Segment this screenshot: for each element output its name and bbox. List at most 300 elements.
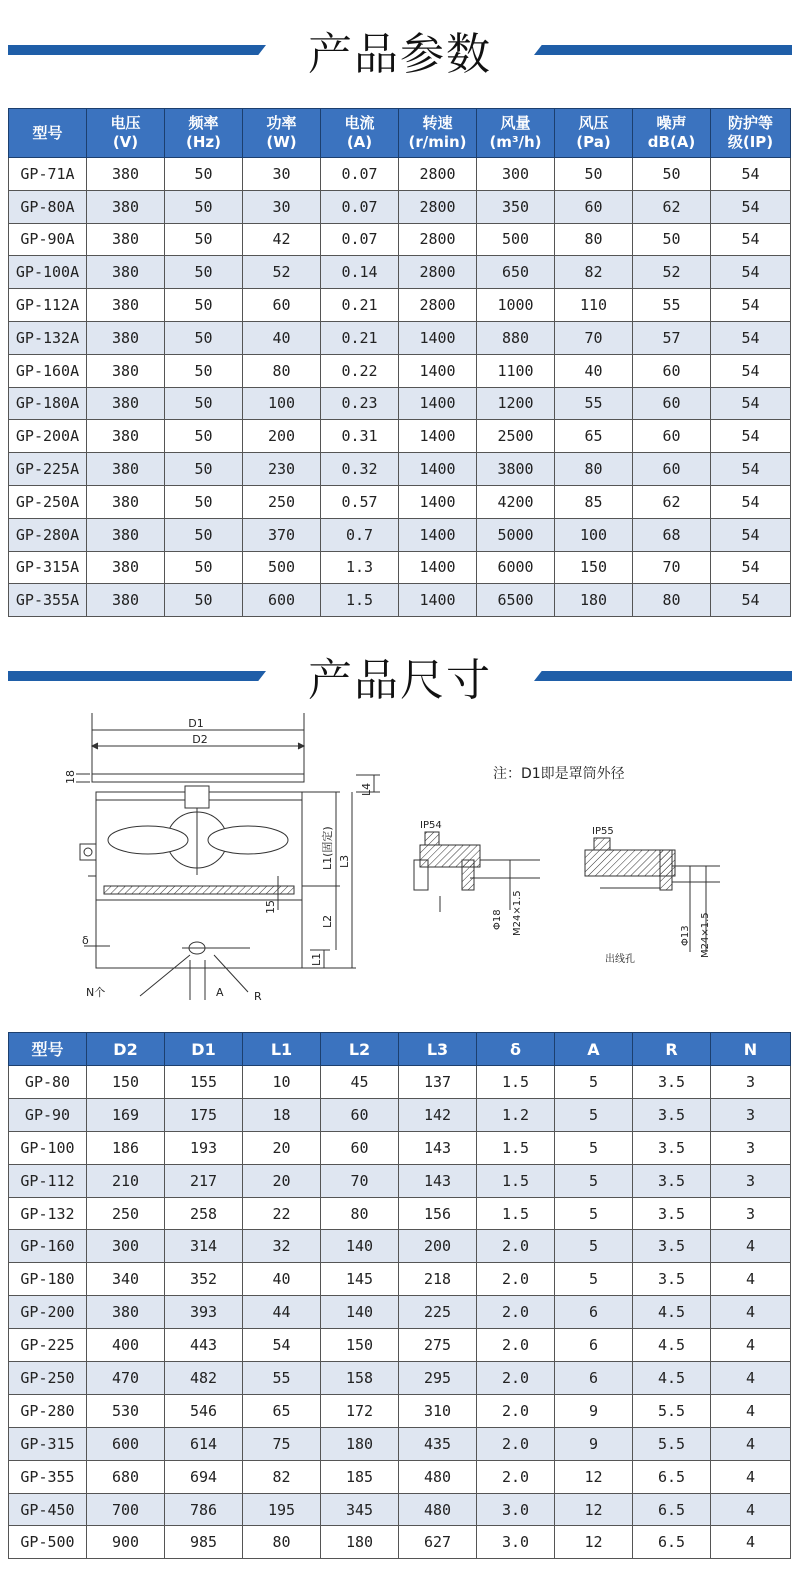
table-cell: 50 xyxy=(165,158,243,191)
table-cell: 12 xyxy=(555,1526,633,1559)
table-cell: 5.5 xyxy=(633,1394,711,1427)
table-cell: 40 xyxy=(243,321,321,354)
params-header-cell xyxy=(711,109,791,158)
title-bar-right xyxy=(534,671,792,681)
table-cell: 470 xyxy=(87,1362,165,1395)
table-cell: 60 xyxy=(633,453,711,486)
table-cell: 3 xyxy=(711,1197,791,1230)
label-delta: δ xyxy=(82,934,89,947)
table-cell: 75 xyxy=(243,1427,321,1460)
table-cell: GP-112 xyxy=(9,1164,87,1197)
table-cell: 110 xyxy=(555,289,633,322)
table-cell: GP-355 xyxy=(9,1460,87,1493)
section-title-dims xyxy=(0,638,800,708)
table-row xyxy=(9,1329,791,1362)
table-cell: 50 xyxy=(165,584,243,617)
params-header-cell xyxy=(633,109,711,158)
table-cell: 6.5 xyxy=(633,1493,711,1526)
table-row xyxy=(9,1197,791,1230)
table-cell: GP-100A xyxy=(9,256,87,289)
table-cell: 50 xyxy=(165,354,243,387)
label-d1: D1 xyxy=(188,717,204,730)
table-cell: 2.0 xyxy=(477,1362,555,1395)
table-cell: 380 xyxy=(87,289,165,322)
table-cell: 5 xyxy=(555,1230,633,1263)
table-cell: 1400 xyxy=(399,321,477,354)
table-cell: 54 xyxy=(711,584,791,617)
table-cell: 250 xyxy=(87,1197,165,1230)
table-cell: 52 xyxy=(633,256,711,289)
table-cell: 295 xyxy=(399,1362,477,1395)
table-cell: 50 xyxy=(165,485,243,518)
table-cell: 0.32 xyxy=(321,453,399,486)
table-cell: GP-200 xyxy=(9,1296,87,1329)
table-cell: 54 xyxy=(711,551,791,584)
section-title-text: 产品尺寸 xyxy=(308,655,492,706)
table-cell: 5 xyxy=(555,1066,633,1099)
table-cell: 380 xyxy=(87,551,165,584)
dims-header-cell: A xyxy=(555,1033,633,1066)
table-cell: 786 xyxy=(165,1493,243,1526)
table-cell: 0.07 xyxy=(321,190,399,223)
table-cell: 0.57 xyxy=(321,485,399,518)
header-line: 功率 xyxy=(266,114,297,132)
table-cell: 12 xyxy=(555,1493,633,1526)
table-cell: 4.5 xyxy=(633,1296,711,1329)
table-cell: 2.0 xyxy=(477,1329,555,1362)
table-cell: 195 xyxy=(243,1493,321,1526)
table-cell: 10 xyxy=(243,1066,321,1099)
table-cell: 480 xyxy=(399,1493,477,1526)
table-cell: 100 xyxy=(243,387,321,420)
table-cell: 600 xyxy=(87,1427,165,1460)
table-row xyxy=(9,1362,791,1395)
table-cell: 2800 xyxy=(399,289,477,322)
params-header-cell xyxy=(555,109,633,158)
table-cell: 380 xyxy=(87,1296,165,1329)
table-cell: 4 xyxy=(711,1329,791,1362)
table-row xyxy=(9,1394,791,1427)
table-cell: 169 xyxy=(87,1098,165,1131)
table-cell: 57 xyxy=(633,321,711,354)
table-cell: 54 xyxy=(711,518,791,551)
table-cell: 12 xyxy=(555,1460,633,1493)
table-cell: GP-225A xyxy=(9,453,87,486)
table-cell: GP-160A xyxy=(9,354,87,387)
table-cell: 55 xyxy=(555,387,633,420)
table-cell: 82 xyxy=(555,256,633,289)
table-cell: 3 xyxy=(711,1164,791,1197)
header-line: 频率 xyxy=(188,114,219,132)
header-unit: (Pa) xyxy=(576,133,611,151)
table-cell: 380 xyxy=(87,354,165,387)
table-cell: 9 xyxy=(555,1394,633,1427)
table-cell: 482 xyxy=(165,1362,243,1395)
header-line: 风压 xyxy=(578,114,609,132)
params-header-cell xyxy=(321,109,399,158)
table-cell: 3800 xyxy=(477,453,555,486)
table-cell: 380 xyxy=(87,485,165,518)
label-outlet: 出线孔 xyxy=(605,954,635,965)
table-cell: 143 xyxy=(399,1131,477,1164)
table-cell: 0.14 xyxy=(321,256,399,289)
table-cell: 4.5 xyxy=(633,1329,711,1362)
header-unit: (Hz) xyxy=(186,133,221,151)
table-cell: 156 xyxy=(399,1197,477,1230)
table-cell: 700 xyxy=(87,1493,165,1526)
table-cell: 60 xyxy=(555,190,633,223)
table-cell: 50 xyxy=(165,321,243,354)
label-m24-2: M24×1.5 xyxy=(700,912,711,958)
table-cell: 1.5 xyxy=(477,1164,555,1197)
table-cell: 600 xyxy=(243,584,321,617)
table-cell: 1.5 xyxy=(477,1197,555,1230)
header-unit: (W) xyxy=(266,133,297,151)
table-cell: 150 xyxy=(321,1329,399,1362)
table-cell: GP-80 xyxy=(9,1066,87,1099)
table-cell: 400 xyxy=(87,1329,165,1362)
table-cell: 200 xyxy=(243,420,321,453)
dimension-drawing xyxy=(0,700,800,1030)
params-header-cell xyxy=(87,109,165,158)
table-cell: 530 xyxy=(87,1394,165,1427)
table-cell: 4 xyxy=(711,1493,791,1526)
label-r: R xyxy=(254,990,262,1003)
table-cell: 6 xyxy=(555,1362,633,1395)
table-cell: 314 xyxy=(165,1230,243,1263)
table-cell: 250 xyxy=(243,485,321,518)
table-cell: 5 xyxy=(555,1197,633,1230)
table-cell: 4 xyxy=(711,1296,791,1329)
table-cell: GP-100 xyxy=(9,1131,87,1164)
table-cell: 880 xyxy=(477,321,555,354)
table-cell: GP-450 xyxy=(9,1493,87,1526)
table-cell: 4 xyxy=(711,1427,791,1460)
params-header-cell xyxy=(477,109,555,158)
table-cell: 680 xyxy=(87,1460,165,1493)
table-cell: 217 xyxy=(165,1164,243,1197)
label-15: 15 xyxy=(264,900,277,914)
table-cell: 60 xyxy=(633,387,711,420)
table-cell: 1100 xyxy=(477,354,555,387)
table-cell: 4 xyxy=(711,1230,791,1263)
table-cell: 225 xyxy=(399,1296,477,1329)
table-cell: GP-112A xyxy=(9,289,87,322)
table-cell: 380 xyxy=(87,190,165,223)
table-row xyxy=(9,518,791,551)
table-cell: 0.31 xyxy=(321,420,399,453)
table-cell: 30 xyxy=(243,158,321,191)
table-cell: 143 xyxy=(399,1164,477,1197)
table-cell: 300 xyxy=(477,158,555,191)
table-cell: 85 xyxy=(555,485,633,518)
table-cell: GP-315A xyxy=(9,551,87,584)
diagram-note: 注：D1即是罩筒外径 xyxy=(493,766,625,782)
table-cell: 60 xyxy=(321,1131,399,1164)
table-cell: 210 xyxy=(87,1164,165,1197)
table-cell: 44 xyxy=(243,1296,321,1329)
table-row xyxy=(9,321,791,354)
table-cell: 80 xyxy=(243,1526,321,1559)
table-cell: 60 xyxy=(633,420,711,453)
table-cell: 5.5 xyxy=(633,1427,711,1460)
header-line: 风量 xyxy=(500,114,531,132)
table-cell: 443 xyxy=(165,1329,243,1362)
table-cell: 4 xyxy=(711,1394,791,1427)
table-row xyxy=(9,1164,791,1197)
table-cell: 50 xyxy=(165,256,243,289)
table-cell: 6500 xyxy=(477,584,555,617)
label-l1-fixed: L1(固定) xyxy=(321,826,334,870)
table-cell: GP-132A xyxy=(9,321,87,354)
table-cell: GP-500 xyxy=(9,1526,87,1559)
table-cell: 3.0 xyxy=(477,1526,555,1559)
table-cell: 50 xyxy=(555,158,633,191)
table-cell: 380 xyxy=(87,453,165,486)
label-l4: L4 xyxy=(360,782,373,796)
table-cell: 65 xyxy=(243,1394,321,1427)
table-cell: 70 xyxy=(555,321,633,354)
table-cell: 310 xyxy=(399,1394,477,1427)
table-cell: GP-280 xyxy=(9,1394,87,1427)
table-cell: 50 xyxy=(165,387,243,420)
table-cell: 200 xyxy=(399,1230,477,1263)
table-cell: 340 xyxy=(87,1263,165,1296)
table-cell: 380 xyxy=(87,256,165,289)
table-cell: GP-90A xyxy=(9,223,87,256)
table-cell: 900 xyxy=(87,1526,165,1559)
dims-header-cell: δ xyxy=(477,1033,555,1066)
label-l3: L3 xyxy=(338,854,351,868)
table-cell: 1.5 xyxy=(477,1131,555,1164)
table-cell: 80 xyxy=(555,453,633,486)
table-cell: 40 xyxy=(243,1263,321,1296)
label-ip54: IP54 xyxy=(420,820,442,831)
table-row xyxy=(9,289,791,322)
table-cell: 80 xyxy=(633,584,711,617)
table-cell: 0.07 xyxy=(321,223,399,256)
table-cell: 258 xyxy=(165,1197,243,1230)
label-l2: L2 xyxy=(321,914,334,928)
table-cell: 70 xyxy=(633,551,711,584)
table-row xyxy=(9,1131,791,1164)
label-l1: L1 xyxy=(310,952,323,966)
table-cell: 60 xyxy=(243,289,321,322)
table-cell: 0.07 xyxy=(321,158,399,191)
table-cell: 50 xyxy=(165,420,243,453)
table-cell: GP-71A xyxy=(9,158,87,191)
table-cell: 1.3 xyxy=(321,551,399,584)
table-cell: 5 xyxy=(555,1098,633,1131)
table-cell: 3.0 xyxy=(477,1493,555,1526)
header-unit: (m³/h) xyxy=(489,133,542,151)
table-cell: 500 xyxy=(243,551,321,584)
table-cell: 1.2 xyxy=(477,1098,555,1131)
table-cell: 80 xyxy=(555,223,633,256)
table-cell: GP-355A xyxy=(9,584,87,617)
table-cell: 1200 xyxy=(477,387,555,420)
table-cell: 3.5 xyxy=(633,1230,711,1263)
table-cell: 5 xyxy=(555,1263,633,1296)
table-cell: 694 xyxy=(165,1460,243,1493)
table-cell: 3.5 xyxy=(633,1131,711,1164)
table-cell: 45 xyxy=(321,1066,399,1099)
table-cell: 1400 xyxy=(399,354,477,387)
table-cell: 3.5 xyxy=(633,1263,711,1296)
table-cell: 82 xyxy=(243,1460,321,1493)
table-cell: GP-315 xyxy=(9,1427,87,1460)
table-cell: 30 xyxy=(243,190,321,223)
table-cell: 54 xyxy=(711,453,791,486)
table-cell: 627 xyxy=(399,1526,477,1559)
table-cell: 50 xyxy=(165,190,243,223)
dims-header-cell: D1 xyxy=(165,1033,243,1066)
table-cell: 3.5 xyxy=(633,1197,711,1230)
table-row xyxy=(9,485,791,518)
table-cell: 3 xyxy=(711,1098,791,1131)
table-cell: 5000 xyxy=(477,518,555,551)
table-cell: 2800 xyxy=(399,190,477,223)
table-cell: 180 xyxy=(321,1427,399,1460)
table-cell: 2.0 xyxy=(477,1394,555,1427)
table-row xyxy=(9,1230,791,1263)
dims-header-cell: D2 xyxy=(87,1033,165,1066)
table-row xyxy=(9,158,791,191)
header-line: 防护等 xyxy=(727,114,773,132)
table-cell: 52 xyxy=(243,256,321,289)
table-cell: 2.0 xyxy=(477,1263,555,1296)
params-header-cell xyxy=(243,109,321,158)
table-cell: 55 xyxy=(633,289,711,322)
table-row xyxy=(9,223,791,256)
table-cell: 480 xyxy=(399,1460,477,1493)
table-cell: 62 xyxy=(633,485,711,518)
table-cell: 4 xyxy=(711,1263,791,1296)
table-cell: 54 xyxy=(711,289,791,322)
table-cell: 5 xyxy=(555,1164,633,1197)
params-header-cell xyxy=(399,109,477,158)
label-phi18: Φ18 xyxy=(492,909,503,930)
table-cell: 380 xyxy=(87,584,165,617)
table-cell: 0.22 xyxy=(321,354,399,387)
table-cell: 150 xyxy=(87,1066,165,1099)
table-cell: 4 xyxy=(711,1362,791,1395)
dims-header-cell: N xyxy=(711,1033,791,1066)
dims-header-cell: L1 xyxy=(243,1033,321,1066)
table-cell: 68 xyxy=(633,518,711,551)
dims-table xyxy=(8,1032,791,1559)
table-cell: 0.23 xyxy=(321,387,399,420)
table-cell: 4 xyxy=(711,1460,791,1493)
table-cell: 1400 xyxy=(399,551,477,584)
table-cell: 275 xyxy=(399,1329,477,1362)
table-cell: 380 xyxy=(87,158,165,191)
table-cell: 137 xyxy=(399,1066,477,1099)
table-cell: GP-225 xyxy=(9,1329,87,1362)
table-cell: 1.5 xyxy=(321,584,399,617)
table-cell: 50 xyxy=(165,453,243,486)
table-cell: 20 xyxy=(243,1164,321,1197)
params-header-cell xyxy=(9,109,87,158)
dims-header-cell: L3 xyxy=(399,1033,477,1066)
table-cell: 0.7 xyxy=(321,518,399,551)
table-row xyxy=(9,1493,791,1526)
table-cell: GP-200A xyxy=(9,420,87,453)
table-row xyxy=(9,453,791,486)
header-unit: (V) xyxy=(112,133,139,151)
table-cell: GP-180A xyxy=(9,387,87,420)
table-cell: 180 xyxy=(321,1526,399,1559)
table-cell: 218 xyxy=(399,1263,477,1296)
table-row xyxy=(9,1098,791,1131)
table-cell: 2800 xyxy=(399,158,477,191)
table-cell: 60 xyxy=(633,354,711,387)
table-cell: 4.5 xyxy=(633,1362,711,1395)
table-cell: 380 xyxy=(87,387,165,420)
table-cell: 5 xyxy=(555,1131,633,1164)
table-cell: 500 xyxy=(477,223,555,256)
table-cell: 180 xyxy=(555,584,633,617)
table-cell: 155 xyxy=(165,1066,243,1099)
table-cell: 54 xyxy=(711,485,791,518)
label-ip55: IP55 xyxy=(592,826,614,837)
table-cell: 50 xyxy=(165,289,243,322)
table-cell: 3.5 xyxy=(633,1066,711,1099)
table-cell: 62 xyxy=(633,190,711,223)
title-bar-right xyxy=(534,45,792,55)
table-row xyxy=(9,1066,791,1099)
table-cell: 300 xyxy=(87,1230,165,1263)
table-cell: 142 xyxy=(399,1098,477,1131)
table-cell: 50 xyxy=(165,551,243,584)
table-row xyxy=(9,1263,791,1296)
table-row xyxy=(9,1526,791,1559)
table-cell: 50 xyxy=(165,518,243,551)
table-cell: GP-160 xyxy=(9,1230,87,1263)
label-d2: D2 xyxy=(192,733,208,746)
header-line: 电压 xyxy=(110,114,141,132)
table-cell: 185 xyxy=(321,1460,399,1493)
table-cell: 6.5 xyxy=(633,1460,711,1493)
table-row xyxy=(9,190,791,223)
table-cell: 2.0 xyxy=(477,1427,555,1460)
table-cell: 70 xyxy=(321,1164,399,1197)
table-cell: 193 xyxy=(165,1131,243,1164)
table-cell: 40 xyxy=(555,354,633,387)
table-cell: 186 xyxy=(87,1131,165,1164)
table-cell: 435 xyxy=(399,1427,477,1460)
table-cell: 20 xyxy=(243,1131,321,1164)
table-cell: 380 xyxy=(87,518,165,551)
table-cell: 50 xyxy=(165,223,243,256)
table-cell: 54 xyxy=(711,321,791,354)
table-cell: 54 xyxy=(711,420,791,453)
table-cell: 2800 xyxy=(399,223,477,256)
table-cell: GP-280A xyxy=(9,518,87,551)
table-cell: 172 xyxy=(321,1394,399,1427)
dims-header-cell: L2 xyxy=(321,1033,399,1066)
table-cell: 80 xyxy=(243,354,321,387)
table-cell: 0.21 xyxy=(321,289,399,322)
table-row xyxy=(9,387,791,420)
table-cell: 150 xyxy=(555,551,633,584)
table-cell: 6.5 xyxy=(633,1526,711,1559)
header-line: 噪声 xyxy=(656,114,687,132)
header-unit: 级(IP) xyxy=(727,133,774,151)
table-cell: 140 xyxy=(321,1296,399,1329)
table-cell: 100 xyxy=(555,518,633,551)
table-cell: 54 xyxy=(711,256,791,289)
